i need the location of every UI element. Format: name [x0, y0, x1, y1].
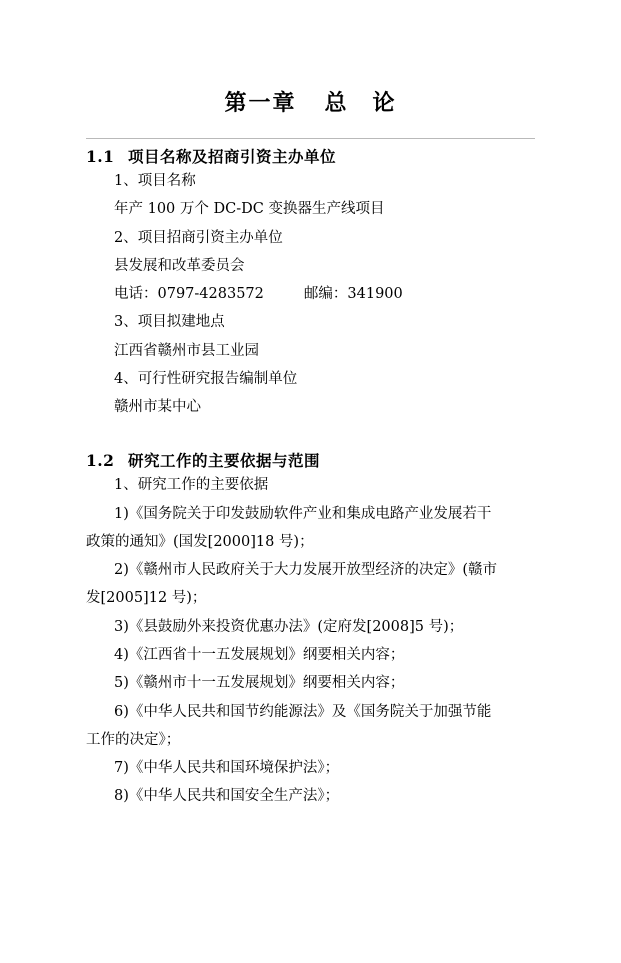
zip-label: 邮编：	[303, 286, 348, 303]
section-number-1-2: 1.2	[86, 451, 115, 471]
header-divider	[86, 138, 535, 139]
chapter-name: 总 论	[324, 90, 397, 116]
document-page	[0, 86, 621, 963]
list-item: 8)《中华人民共和国安全生产法》；	[114, 788, 340, 805]
list-item: 6)《中华人民共和国节约能源法》及《国务院关于加强节能	[114, 703, 492, 720]
list-item: 2、项目招商引资主办单位	[114, 229, 283, 246]
list-item: 年产 100 万个 DC-DC 变换器生产线项目	[114, 201, 385, 218]
list-item: 赣州市某中心	[114, 399, 201, 416]
phone-value: 0797-4283572	[157, 286, 264, 303]
list-item: 1、项目名称	[114, 173, 196, 189]
list-item: 江西省赣州市县工业园	[114, 342, 259, 359]
list-item-continuation: 发[2005]12 号)；	[86, 590, 207, 607]
list-item: 2)《赣州市人民政府关于大力发展开放型经济的决定》(赣市	[114, 562, 498, 579]
contact-row	[86, 280, 535, 308]
page-title	[86, 86, 535, 117]
section-title-1-1: 项目名称及招商引资主办单位	[128, 147, 337, 166]
phone-label: 电话：	[114, 286, 158, 303]
section-title-1-2: 研究工作的主要依据与范围	[128, 451, 321, 471]
chapter-number: 第一章	[224, 90, 297, 116]
list-item: 县发展和改革委员会	[114, 257, 245, 274]
list-item: 4)《江西省十一五发展规划》纲要相关内容；	[114, 646, 405, 663]
zip-value: 341900	[347, 286, 403, 303]
list-item: 7)《中华人民共和国环境保护法》；	[114, 760, 340, 777]
list-item-continuation: 工作的决定》；	[86, 731, 181, 748]
section-heading-1-2	[86, 449, 535, 471]
list-item: 4、可行性研究报告编制单位	[114, 370, 298, 387]
subsection-intro: 1、研究工作的主要依据	[114, 477, 269, 494]
list-item: 5)《赣州市十一五发展规划》纲要相关内容；	[114, 675, 405, 692]
list-item: 3、项目拟建地点	[114, 314, 225, 331]
list-item: 1)《国务院关于印发鼓励软件产业和集成电路产业发展若干	[114, 505, 492, 522]
section-number-1-1: 1.1	[86, 147, 115, 166]
list-item-continuation: 政策的通知》(国发[2000]18 号)；	[86, 533, 314, 550]
section-heading-1-1	[86, 145, 535, 167]
list-item: 3)《县鼓励外来投资优惠办法》(定府发[2008]5 号)；	[114, 618, 464, 635]
